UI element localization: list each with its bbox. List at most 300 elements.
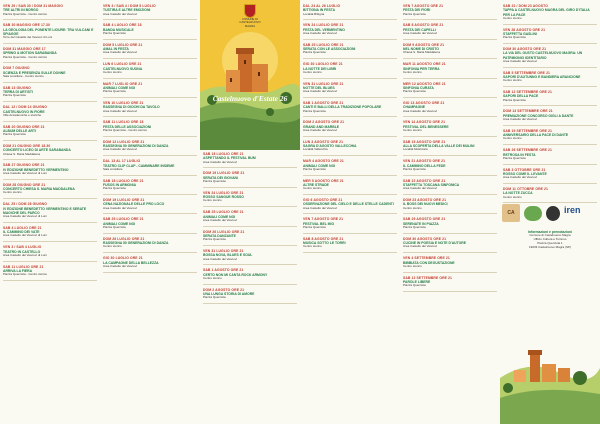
event-title: ROSSO COME IL LEVANTE bbox=[503, 172, 547, 177]
divider bbox=[503, 164, 597, 165]
event-date: DOM 9 AGOSTO ORE 21 bbox=[403, 42, 445, 47]
event-date: DAL 12 / DOM 14 GIUGNO bbox=[3, 105, 47, 110]
divider bbox=[3, 179, 97, 180]
divider bbox=[503, 67, 597, 68]
divider bbox=[3, 280, 97, 281]
event-date: VEN 29 / SAB 30 / DOM 31 MAGGIO bbox=[3, 4, 64, 8]
event-location: Piazza Querciola bbox=[303, 166, 326, 171]
event-location: Area Castello dei Vescovi bbox=[303, 31, 338, 36]
event-item bbox=[103, 159, 197, 171]
event-title: OSSERVAZIONE DEL CIELO E DELLE STELLE CADENTI bbox=[303, 202, 394, 207]
event-item bbox=[203, 191, 297, 203]
event-location: Sala consiliare bbox=[103, 166, 123, 171]
event-item bbox=[203, 230, 297, 242]
event-date: VEN 3 / SAB 4 LUGLIO bbox=[3, 245, 42, 250]
divider bbox=[3, 198, 97, 199]
event-location: Piazza Querciola - Centro storico bbox=[103, 128, 148, 133]
event-title: TEATRO IN CASTELLO bbox=[3, 249, 41, 254]
event-title: BOSSA NOVA, BLUES E SOUL bbox=[203, 253, 253, 258]
event-location: Località Molicciara bbox=[403, 147, 428, 152]
event-date: SAB 22 AGOSTO ORE 21 bbox=[403, 178, 446, 183]
divider bbox=[503, 125, 597, 126]
event-title: SAPORI DELLA PACE bbox=[503, 94, 539, 99]
event-date: SAB 12 SETTEMBRE ORE 21 bbox=[403, 275, 453, 280]
event-item bbox=[403, 237, 497, 249]
divider bbox=[403, 136, 497, 137]
event-date: DAL 25 / DOM 28 GIUGNO bbox=[3, 202, 47, 207]
event-location: Area Castello dei Vescovi bbox=[503, 175, 538, 180]
event-location: Piazza Querciola bbox=[3, 132, 26, 137]
divider bbox=[3, 19, 97, 20]
event-date: DOM 7 GIUGNO bbox=[3, 66, 30, 71]
event-location: Centro storico bbox=[403, 263, 422, 268]
event-date: DOM 19 LUGLIO ORE 21 bbox=[203, 171, 245, 176]
event-title: ANIMALI COME NOI bbox=[203, 214, 236, 219]
divider bbox=[403, 252, 497, 253]
event-item bbox=[103, 140, 197, 152]
divider bbox=[203, 226, 297, 227]
event-date: VEN 3 / SAB 4 / DOM 5 LUGLIO bbox=[103, 4, 156, 8]
event-date: MAR 4 AGOSTO ORE 21 bbox=[303, 159, 344, 164]
event-item bbox=[203, 210, 297, 222]
event-item bbox=[303, 82, 397, 94]
event-title: TAPPA A CASTELNUOVO MAGRA DEL GIRO D'ITALIA PER LA PACE bbox=[503, 8, 590, 17]
event-location: Area Castello dei Vescovi bbox=[403, 244, 438, 249]
event-item bbox=[3, 4, 97, 16]
event-location: Centro storico bbox=[503, 15, 522, 20]
event-title: CASTELNUOVO IN FIORE bbox=[3, 109, 45, 114]
info-line: Piazza Querciola 1 bbox=[537, 240, 563, 245]
event-location: Piazza Querciola bbox=[403, 225, 426, 230]
divider bbox=[103, 39, 197, 40]
event-date: SAB 8 AGOSTO ORE 21 bbox=[303, 236, 344, 241]
event-location: Centro storico bbox=[403, 128, 422, 133]
village-illustration bbox=[500, 318, 600, 424]
event-title: LA NOTTE DEI LIBRI bbox=[303, 66, 337, 71]
divider bbox=[203, 206, 297, 207]
events-column-2 bbox=[100, 0, 200, 424]
event-item bbox=[3, 226, 97, 238]
event-location: Centro storico bbox=[103, 69, 122, 74]
divider bbox=[303, 175, 397, 176]
event-location: Centro storico bbox=[303, 69, 322, 74]
event-title: IL CAMMINO DELLA FEDE bbox=[403, 163, 446, 168]
divider bbox=[3, 222, 97, 223]
event-item bbox=[103, 23, 197, 35]
divider bbox=[303, 39, 397, 40]
divider bbox=[303, 136, 397, 137]
event-location: Piazza Querciola bbox=[203, 295, 226, 300]
divider bbox=[3, 121, 97, 122]
divider bbox=[403, 291, 497, 292]
event-title: IL CAMMINO DEI VATE bbox=[3, 230, 40, 235]
event-location: Località Vallecchia bbox=[303, 147, 328, 152]
event-title: SCIENZA E PRESENZA SULLE DONNE bbox=[3, 70, 66, 75]
event-item bbox=[503, 28, 597, 40]
event-item bbox=[403, 276, 497, 288]
event-item bbox=[103, 43, 197, 55]
event-title: ASPETTANDO IL FESTIVAL BUM bbox=[203, 156, 256, 161]
event-location: Piazza Querciola bbox=[403, 89, 426, 94]
ca-logo: CA bbox=[502, 204, 520, 222]
event-item bbox=[303, 198, 397, 210]
divider bbox=[303, 213, 397, 214]
event-title: SPRING & MOTION SARABANDA bbox=[3, 51, 57, 56]
event-title: ALBUM DELLE ARTI bbox=[3, 129, 37, 134]
event-item bbox=[3, 163, 97, 175]
event-item bbox=[503, 109, 597, 121]
center-events-list bbox=[200, 152, 300, 307]
divider bbox=[103, 233, 197, 234]
event-location: Piazza Querciola bbox=[103, 186, 126, 191]
event-title: ANIMALI COME NOI bbox=[303, 163, 336, 168]
info-title: Informazioni e prenotazioni bbox=[527, 230, 573, 234]
center-panel bbox=[200, 0, 300, 424]
event-item bbox=[203, 288, 297, 300]
divider bbox=[103, 116, 197, 117]
event-title: SERATA CON LE ASSOCIAZIONI bbox=[303, 47, 356, 52]
event-title: ANIMALI COME NOI bbox=[103, 221, 136, 226]
event-location: Centro storico bbox=[203, 276, 222, 281]
divider bbox=[103, 272, 197, 273]
event-title: RETROSA IN FESTA bbox=[503, 152, 536, 157]
event-item bbox=[403, 4, 497, 16]
divider bbox=[303, 194, 397, 195]
event-title: LA NOTTE ZUCCA bbox=[503, 191, 533, 196]
events-column-4 bbox=[400, 0, 500, 424]
municipal-crest bbox=[238, 4, 262, 28]
event-date: DOM 26 LUGLIO ORE 21 bbox=[103, 236, 145, 241]
event-item bbox=[303, 23, 397, 35]
event-item bbox=[403, 140, 497, 152]
divider bbox=[403, 78, 497, 79]
event-date: SAB 3 OTTOBRE ORE 21 bbox=[503, 167, 546, 172]
event-item bbox=[3, 105, 97, 117]
event-title: IL BOSS DEI NUOVI MEDICI bbox=[403, 202, 448, 207]
event-location: Piazza Querciola bbox=[103, 31, 126, 36]
event-title: RASSEGNA DI GIOCHI DA TAVOLO bbox=[103, 105, 160, 110]
divider bbox=[3, 159, 97, 160]
event-location: Piazza Querciola bbox=[403, 11, 426, 16]
event-location: Centro storico bbox=[303, 244, 322, 249]
divider bbox=[3, 43, 97, 44]
event-item bbox=[103, 62, 197, 74]
event-item bbox=[403, 101, 497, 113]
event-title: ANNIVERSARIO DELLA PACE DI DANTE bbox=[503, 133, 569, 138]
event-title: SERENATE IN PIAZZA bbox=[403, 221, 439, 226]
divider bbox=[403, 233, 497, 234]
event-date: SAB 4 LUGLIO ORE 18 bbox=[103, 23, 142, 28]
event-title: FUSOS IN ARMONIA bbox=[103, 183, 137, 188]
events-column-3 bbox=[300, 0, 400, 424]
divider bbox=[403, 19, 497, 20]
event-date: VEN 4 SETTEMBRE ORE 21 bbox=[403, 256, 450, 261]
event-item bbox=[503, 168, 597, 180]
event-title: STAFFETTA GASLINI bbox=[503, 32, 537, 37]
event-location: Località Bittigna bbox=[303, 11, 325, 16]
event-item bbox=[303, 62, 397, 74]
event-location: Piazza Querciola bbox=[403, 283, 426, 288]
event-location: Piazza Querciola bbox=[103, 225, 126, 230]
event-location: Piazza Querciola - Centro storico bbox=[3, 11, 48, 16]
event-item bbox=[403, 256, 497, 268]
event-date: SAB 15 AGOSTO ORE 21 bbox=[403, 139, 446, 144]
event-location: Piazza Querciola bbox=[203, 237, 226, 242]
event-date: SAB 25 LUGLIO ORE 21 bbox=[303, 42, 344, 47]
event-date: SAB 18 LUGLIO ORE 21 bbox=[103, 178, 144, 183]
event-location: Area Castello dei Vescovi bbox=[203, 159, 238, 164]
event-location: Area Castello dei Vescovi bbox=[203, 256, 238, 261]
event-location: Centro storico bbox=[503, 78, 522, 83]
event-date: MER 5 AGOSTO ORE 21 bbox=[303, 178, 344, 183]
event-title: TUSTIRA E ALTRE EMOZIONI bbox=[103, 8, 151, 13]
event-title: CONCERTO CHIESA S. MARIA MADDALENA bbox=[3, 187, 75, 192]
event-date: GIO 13 AGOSTO ORE 21 bbox=[403, 101, 445, 106]
event-title: ALLA SCOPERTA DELLA VALLE DEI MULINI bbox=[403, 144, 475, 149]
event-item bbox=[3, 23, 97, 40]
event-date: DOM 23 AGOSTO ORE 21 bbox=[403, 198, 447, 203]
event-title: SINFONIA PER TERRA bbox=[403, 66, 440, 71]
sponsor-logos bbox=[502, 204, 598, 226]
green-sponsor-logo-icon bbox=[524, 206, 542, 221]
event-item bbox=[403, 217, 497, 229]
dark-sponsor-logo-icon bbox=[546, 206, 560, 221]
event-date: DOM 30 AGOSTO ORE 21 bbox=[403, 236, 447, 241]
event-date: SAB 4 LUGLIO ORE 21 bbox=[3, 225, 42, 230]
event-location: Area Castello dei Vescovi bbox=[503, 58, 538, 63]
event-location: Area Castello dei Vescovi di Luni bbox=[3, 171, 47, 176]
event-location: Centro storico bbox=[403, 69, 422, 74]
event-item bbox=[103, 120, 197, 132]
event-date: DOM 13 SETTEMBRE ORE 21 bbox=[503, 109, 553, 114]
event-item bbox=[203, 171, 297, 183]
event-date: SAB 11 LUGLIO ORE 21 bbox=[3, 264, 44, 269]
event-title: PREMIAZIONE CONCORSO GIGLI A DANTE bbox=[503, 113, 574, 118]
event-date: DOM 11 OTTOBRE ORE 21 bbox=[503, 187, 548, 192]
event-location: Centro storico bbox=[103, 244, 122, 249]
divider bbox=[503, 24, 597, 25]
event-item bbox=[103, 82, 197, 94]
divider bbox=[303, 233, 397, 234]
event-item bbox=[503, 129, 597, 141]
divider bbox=[103, 175, 197, 176]
event-date: SAB 30 MAGGIO ORE 17.30 bbox=[3, 23, 50, 28]
event-location: Ville Accademiche e storiche bbox=[3, 112, 42, 117]
event-date: SAB 11 LUGLIO ORE 18 bbox=[103, 120, 144, 125]
event-title: FESTIVAL DEL BENESSERE bbox=[403, 124, 449, 129]
event-date: VEN 31 LUGLIO ORE 21 bbox=[203, 249, 244, 254]
event-title: AMAL IN FESTA bbox=[103, 47, 129, 52]
event-item bbox=[303, 4, 397, 16]
divider bbox=[3, 261, 97, 262]
divider bbox=[103, 194, 197, 195]
divider bbox=[403, 175, 497, 176]
event-location: Area Castello dei Vescovi bbox=[303, 205, 338, 210]
divider bbox=[403, 213, 497, 214]
event-title: SERATA DANZANTE bbox=[203, 234, 236, 239]
event-title: CHAMPAGNE bbox=[403, 105, 425, 110]
event-item bbox=[403, 198, 497, 210]
event-item bbox=[103, 237, 197, 249]
event-location: Piazza Querciola bbox=[303, 225, 326, 230]
crest-caption: COMUNE DI CASTELNUOVO MAGRA bbox=[239, 17, 261, 28]
event-title: ALTRE STRADE bbox=[303, 183, 329, 188]
event-location: Area Castello dei Vescovi di Luni bbox=[3, 233, 47, 238]
event-location: Piazza Querciola - Centro storico bbox=[3, 54, 48, 59]
event-date: DOM 21 GIUGNO ORE 18.30 bbox=[3, 144, 51, 149]
event-item bbox=[3, 183, 97, 195]
event-title: IV EDIZIONE BENEDETTO VERMENTINO E SERATE MAGICHE DEL PARCO bbox=[3, 206, 87, 215]
event-item bbox=[403, 62, 497, 74]
divider bbox=[403, 194, 497, 195]
divider bbox=[303, 116, 397, 117]
divider bbox=[103, 252, 197, 253]
event-date: VEN 10 LUGLIO ORE 21 bbox=[103, 101, 144, 106]
event-item bbox=[3, 47, 97, 59]
event-date: SAB 5 SETTEMBRE ORE 21 bbox=[503, 70, 551, 75]
event-location: Centro storico bbox=[303, 186, 322, 191]
events-column-1 bbox=[0, 0, 100, 424]
info-line: 19033 Castelnuovo Magra (SP) bbox=[528, 244, 572, 249]
event-title: SAPORI D'AUTUNNO E BANDIERA ARANCIONE bbox=[503, 75, 581, 80]
divider bbox=[103, 155, 197, 156]
event-location: Area Castello dei Vescovi bbox=[103, 205, 138, 210]
event-item bbox=[403, 179, 497, 191]
event-location: Area Castello dei Vescovi bbox=[103, 50, 138, 55]
event-location: Area Castello dei Vescovi bbox=[403, 186, 438, 191]
event-location: Piazza Querciola bbox=[403, 166, 426, 171]
event-title: CUCINE IN POESIA E NOTE D'AUTORE bbox=[403, 241, 466, 246]
event-date: DOM 2 AGOSTO ORE 21 bbox=[303, 120, 345, 125]
event-date: SAB 13 GIUGNO bbox=[3, 85, 31, 90]
event-location: Centro storico bbox=[203, 198, 222, 203]
event-title: RASSEGNA 50 GENERAZIONI DI DANZA bbox=[103, 144, 169, 149]
event-location: Centro storico bbox=[503, 194, 522, 199]
divider bbox=[403, 39, 497, 40]
event-item bbox=[503, 148, 597, 160]
divider bbox=[403, 155, 497, 156]
event-item bbox=[403, 82, 497, 94]
divider bbox=[203, 245, 297, 246]
divider bbox=[3, 62, 97, 63]
divider bbox=[3, 101, 97, 102]
event-title: LA CAMPAGNE DELLA BELLEZZA bbox=[103, 260, 159, 265]
event-title: BANDA MUSICALE bbox=[103, 27, 134, 32]
event-location: Piazza Querciola bbox=[203, 179, 226, 184]
event-date: SAB 26 SETTEMBRE ORE 21 bbox=[503, 148, 553, 153]
event-item bbox=[3, 245, 97, 257]
event-item bbox=[103, 256, 197, 268]
event-title: ROSSO SANGUE ROSSO bbox=[203, 195, 244, 200]
event-title: FESTA DELLE ASSOCIAZIONI bbox=[103, 124, 152, 129]
event-date: SAB 22 / DOM 23 AGOSTO bbox=[503, 4, 548, 8]
event-location: Area Castello dei Vescovi bbox=[503, 117, 538, 122]
event-date: SAB 20 GIUGNO ORE 21 bbox=[3, 124, 45, 129]
divider bbox=[203, 264, 297, 265]
event-location: Area Castello dei Vescovi bbox=[103, 108, 138, 113]
event-title: SAGRA D'AGOSTO VALLECCHIA bbox=[303, 144, 357, 149]
event-title: CANTI E BALLI DELLA TRADIZIONE POPOLARE bbox=[303, 105, 382, 110]
divider bbox=[303, 19, 397, 20]
info-line: Comune di Castelnuovo Magra bbox=[529, 233, 571, 238]
event-date: LUN 3 AGOSTO ORE 21 bbox=[303, 139, 344, 144]
event-location: Piazza Querciola bbox=[3, 93, 26, 98]
divider bbox=[503, 144, 597, 145]
event-date: MAR 7 LUGLIO ORE 21 bbox=[103, 81, 143, 86]
divider bbox=[503, 43, 597, 44]
event-title: FESTA DEI CAPELLI bbox=[403, 27, 436, 32]
iren-logo: iren bbox=[564, 205, 581, 215]
event-location: Area Castello dei Vescovi bbox=[303, 89, 338, 94]
event-title: ARRIVA LA FIERA bbox=[3, 269, 33, 274]
event-item bbox=[203, 249, 297, 261]
event-item bbox=[3, 265, 97, 277]
event-title: TEATRO CLIP CLAP - CAMMINARE INSIEME bbox=[103, 163, 175, 168]
event-item bbox=[203, 152, 297, 164]
event-location: Area Castello dei Vescovi di Luni bbox=[3, 214, 47, 219]
event-date: SAB 29 AGOSTO ORE 21 bbox=[403, 217, 446, 222]
event-item bbox=[403, 23, 497, 35]
event-location: Centro storico bbox=[3, 190, 22, 195]
event-date: VEN 14 AGOSTO ORE 21 bbox=[403, 120, 446, 125]
event-item bbox=[403, 43, 497, 55]
event-date: DOM 31 MAGGIO ORE 17 bbox=[3, 47, 46, 52]
event-location: Area Castello dei Vescovi bbox=[103, 11, 138, 16]
event-location: Torre del Castello dei Vescovi di Luni bbox=[3, 35, 53, 40]
event-item bbox=[303, 237, 397, 249]
divider bbox=[403, 116, 497, 117]
event-date: VEN 24 LUGLIO ORE 21 bbox=[303, 23, 344, 28]
divider bbox=[103, 97, 197, 98]
event-item bbox=[503, 90, 597, 102]
divider bbox=[403, 58, 497, 59]
event-location: Piazza Querciola - Centro storico bbox=[3, 272, 48, 277]
event-title: TERRA DI ARTISTI bbox=[3, 90, 33, 95]
divider bbox=[303, 252, 397, 253]
event-date: SAB 19 SETTEMBRE ORE 21 bbox=[503, 128, 553, 133]
event-item bbox=[103, 217, 197, 229]
event-title: FESTA DEL VERMENTINO bbox=[303, 27, 345, 32]
event-location: Piazza Querciola bbox=[303, 50, 326, 55]
event-title: ANIMALI COME NOI bbox=[103, 86, 136, 91]
event-item bbox=[303, 159, 397, 171]
event-date: DOM 5 LUGLIO ORE 21 bbox=[103, 42, 143, 47]
event-title: MUSICA SOTTO LE TORRI bbox=[303, 241, 346, 246]
hero-title: Castelnuovo d'Estate 26 bbox=[212, 94, 288, 103]
divider bbox=[3, 82, 97, 83]
divider bbox=[103, 58, 197, 59]
event-date: SAB 27 GIUGNO ORE 21 bbox=[3, 163, 45, 168]
divider bbox=[103, 19, 197, 20]
divider bbox=[503, 105, 597, 106]
event-date: SAB 12 SETTEMBRE ORE 21 bbox=[503, 90, 553, 95]
event-title: FESTIVAL BEL MIO bbox=[303, 221, 335, 226]
info-line: Ufficio Cultura e Turismo bbox=[533, 237, 567, 241]
event-date: DOM 19 LUGLIO ORE 21 bbox=[103, 198, 145, 203]
event-date: GIO 30 LUGLIO ORE 21 bbox=[303, 62, 343, 67]
event-title: PAROLE LIBERE bbox=[403, 280, 431, 285]
event-item bbox=[403, 159, 497, 171]
divider bbox=[303, 155, 397, 156]
event-date: DOM 2 AGOSTO ORE 21 bbox=[203, 287, 245, 292]
divider bbox=[103, 213, 197, 214]
event-date: MER 12 AGOSTO ORE 21 bbox=[403, 81, 446, 86]
event-item bbox=[3, 144, 97, 156]
event-location: Piazza Querciola bbox=[303, 108, 326, 113]
divider bbox=[503, 86, 597, 87]
event-title: LA GEOLOGIA DEL PONENTE LIGURE: TRA VULCANI E SPIAGGE bbox=[3, 27, 94, 37]
event-date: DAL 13 AL 17 LUGLIO bbox=[103, 159, 141, 164]
